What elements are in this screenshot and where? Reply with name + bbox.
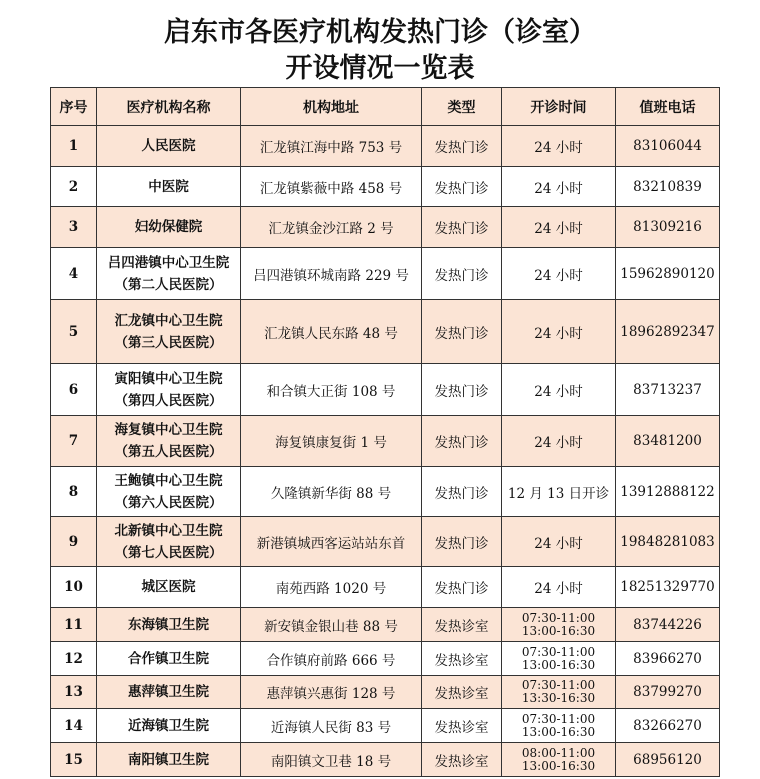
table-row [51, 300, 720, 364]
opening-time-line: 07:30-11:00 [521, 678, 596, 692]
duty-phone: 68956120 [616, 743, 720, 777]
clinic-type: 发热诊室 [422, 608, 502, 642]
duty-phone: 83266270 [616, 709, 720, 743]
opening-time-line: 13:00-16:30 [521, 657, 596, 672]
institution-name [97, 567, 241, 608]
opening-time [502, 467, 616, 517]
row-number: 13 [51, 676, 97, 709]
duty-phone: 83106044 [616, 126, 720, 167]
row-number: 8 [51, 467, 97, 517]
clinic-type: 发热门诊 [422, 300, 502, 364]
title-line-2: 开设情况一览表 [285, 53, 475, 84]
row-number: 7 [51, 416, 97, 467]
opening-time [502, 608, 616, 642]
header-name: 医疗机构名称 [97, 88, 241, 126]
institution-name [97, 364, 241, 416]
table-row [51, 207, 720, 248]
opening-time-line: 24 小时 [534, 383, 583, 400]
institution-name [97, 517, 241, 567]
institution-name-line: 北新镇中心卫生院 [114, 522, 223, 539]
institution-address: 南阳镇文卫巷 18 号 [241, 743, 422, 777]
table-row [51, 567, 720, 608]
institution-address: 汇龙镇金沙江路 2 号 [241, 207, 422, 248]
institution-name-line: 惠萍镇卫生院 [128, 684, 209, 700]
opening-time-line: 24 小时 [534, 267, 583, 284]
opening-time [502, 642, 616, 676]
institution-address: 南苑西路 1020 号 [241, 567, 422, 608]
opening-time-line: 24 小时 [534, 325, 583, 342]
opening-time-line: 24 小时 [534, 435, 583, 451]
clinic-type: 发热诊室 [422, 676, 502, 709]
table-row [51, 467, 720, 517]
header-time: 开诊时间 [502, 88, 616, 126]
row-number: 15 [51, 743, 97, 777]
duty-phone: 83966270 [616, 642, 720, 676]
clinic-type: 发热门诊 [422, 207, 502, 248]
row-number: 5 [51, 300, 97, 364]
table-row [51, 642, 720, 676]
institution-name [97, 743, 241, 777]
institution-name [97, 467, 241, 517]
duty-phone: 15962890120 [616, 248, 720, 300]
institution-name [97, 167, 241, 207]
opening-time-line: 07:30-11:00 [521, 644, 596, 659]
institution-name [97, 207, 241, 248]
table-row [51, 676, 720, 709]
institution-name-line: 合作镇卫生院 [128, 650, 209, 667]
clinic-type: 发热门诊 [422, 416, 502, 467]
institution-address: 近海镇人民街 83 号 [241, 709, 422, 743]
institution-name-line: （第二人民医院） [114, 276, 223, 293]
row-number: 2 [51, 167, 97, 207]
institution-name-line: 王鲍镇中心卫生院 [114, 472, 223, 489]
institution-name-line: 人民医院 [141, 138, 196, 154]
institution-name-line: 中医院 [148, 178, 189, 195]
institution-name [97, 608, 241, 642]
table-row [51, 608, 720, 642]
institution-address: 汇龙镇紫薇中路 458 号 [241, 167, 422, 207]
institution-name-line: 妇幼保健院 [134, 219, 203, 235]
clinic-type: 发热门诊 [422, 126, 502, 167]
institution-name-line: （第四人民医院） [114, 392, 223, 409]
duty-phone: 83744226 [616, 608, 720, 642]
opening-time-line: 24 小时 [534, 180, 583, 197]
clinic-type: 发热门诊 [422, 364, 502, 416]
opening-time [502, 567, 616, 608]
duty-phone: 81309216 [616, 207, 720, 248]
opening-time [502, 167, 616, 207]
duty-phone: 18251329770 [616, 567, 720, 608]
opening-time-line: 12 月 13 日开诊 [507, 485, 610, 502]
institution-address: 和合镇大正街 108 号 [241, 364, 422, 416]
clinic-type: 发热门诊 [422, 517, 502, 567]
duty-phone: 83799270 [616, 676, 720, 709]
clinic-type: 发热门诊 [422, 567, 502, 608]
opening-time [502, 517, 616, 567]
institution-address: 合作镇府前路 666 号 [241, 642, 422, 676]
title-line-1: 启东市各医疗机构发热门诊（诊室） [164, 17, 596, 48]
clinic-type: 发热门诊 [422, 167, 502, 207]
opening-time-line: 13:30-16:30 [521, 691, 596, 705]
opening-time-line: 24 小时 [534, 535, 583, 552]
opening-time-line: 08:00-11:00 [521, 745, 596, 760]
institution-address: 海复镇康复街 1 号 [241, 416, 422, 467]
header-type: 类型 [422, 88, 502, 126]
opening-time [502, 126, 616, 167]
institution-name [97, 642, 241, 676]
row-number: 10 [51, 567, 97, 608]
opening-time-line: 07:30-11:00 [521, 610, 596, 625]
institution-name-line: 近海镇卫生院 [128, 717, 209, 734]
institution-name [97, 300, 241, 364]
row-number: 9 [51, 517, 97, 567]
institution-name-line: （第六人民医院） [114, 494, 223, 511]
header-phone: 值班电话 [616, 88, 720, 126]
duty-phone: 83210839 [616, 167, 720, 207]
institution-name-line: 汇龙镇中心卫生院 [114, 312, 223, 329]
opening-time [502, 676, 616, 709]
opening-time-line: 07:30-11:00 [521, 711, 596, 726]
opening-time-line: 13:00-16:30 [521, 623, 596, 638]
institution-name-line: （第三人民医院） [114, 334, 223, 351]
table-header-row [51, 88, 720, 126]
institution-name [97, 248, 241, 300]
opening-time-line: 13:00-16:30 [521, 724, 596, 739]
clinic-type: 发热门诊 [422, 248, 502, 300]
institution-name-line: 寅阳镇中心卫生院 [114, 370, 223, 387]
table-row [51, 248, 720, 300]
row-number: 1 [51, 126, 97, 167]
row-number: 3 [51, 207, 97, 248]
clinic-table [50, 87, 720, 777]
institution-address: 久隆镇新华街 88 号 [241, 467, 422, 517]
clinic-type: 发热诊室 [422, 642, 502, 676]
institution-name [97, 676, 241, 709]
table-row [51, 517, 720, 567]
table-row [51, 709, 720, 743]
institution-address: 汇龙镇江海中路 753 号 [241, 126, 422, 167]
opening-time [502, 743, 616, 777]
duty-phone: 83481200 [616, 416, 720, 467]
institution-address: 惠萍镇兴惠街 128 号 [241, 676, 422, 709]
institution-name-line: 东海镇卫生院 [128, 616, 209, 633]
table-row [51, 416, 720, 467]
institution-name-line: （第五人民医院） [114, 444, 223, 460]
duty-phone: 18962892347 [616, 300, 720, 364]
opening-time-line: 24 小时 [534, 221, 583, 237]
duty-phone: 83713237 [616, 364, 720, 416]
institution-name-line: （第七人民医院） [114, 544, 223, 561]
row-number: 14 [51, 709, 97, 743]
opening-time [502, 709, 616, 743]
institution-name [97, 126, 241, 167]
opening-time-line: 24 小时 [534, 581, 583, 597]
institution-address: 新港镇城西客运站站东首 [241, 517, 422, 567]
opening-time [502, 416, 616, 467]
clinic-type: 发热诊室 [422, 743, 502, 777]
header-address: 机构地址 [241, 88, 422, 126]
institution-name-line: 吕四港镇中心卫生院 [107, 254, 230, 271]
opening-time [502, 248, 616, 300]
institution-name-line: 海复镇中心卫生院 [114, 422, 223, 438]
header-no: 序号 [51, 88, 97, 126]
institution-name [97, 709, 241, 743]
opening-time [502, 364, 616, 416]
table-row [51, 364, 720, 416]
table-row [51, 167, 720, 207]
row-number: 12 [51, 642, 97, 676]
institution-name-line: 城区医院 [141, 579, 196, 595]
row-number: 6 [51, 364, 97, 416]
opening-time [502, 300, 616, 364]
table-row [51, 126, 720, 167]
opening-time-line: 13:00-16:30 [521, 758, 596, 773]
institution-name-line: 南阳镇卫生院 [128, 751, 209, 768]
row-number: 11 [51, 608, 97, 642]
institution-address: 吕四港镇环城南路 229 号 [241, 248, 422, 300]
duty-phone: 13912888122 [616, 467, 720, 517]
institution-address: 汇龙镇人民东路 48 号 [241, 300, 422, 364]
table-row [51, 743, 720, 777]
clinic-type: 发热诊室 [422, 709, 502, 743]
opening-time [502, 207, 616, 248]
opening-time-line: 24 小时 [534, 140, 583, 156]
row-number: 4 [51, 248, 97, 300]
institution-address: 新安镇金银山巷 88 号 [241, 608, 422, 642]
institution-name [97, 416, 241, 467]
duty-phone: 19848281083 [616, 517, 720, 567]
clinic-type: 发热门诊 [422, 467, 502, 517]
